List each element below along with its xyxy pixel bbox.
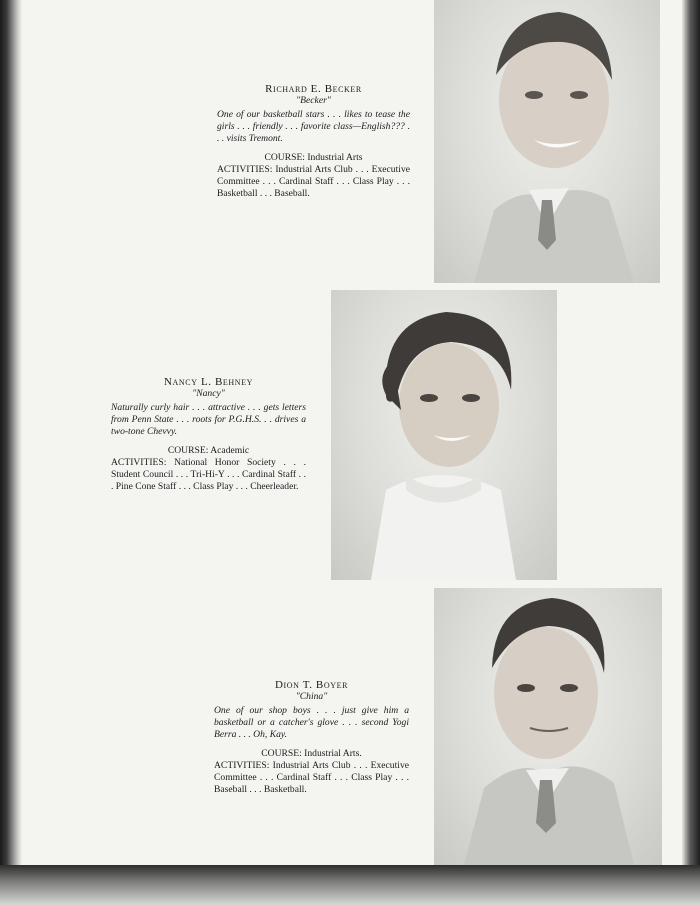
student-nickname: "China" [295,691,328,702]
binding-gutter-shadow [0,0,22,905]
student-bio-becker [217,83,410,200]
student-name: Richard E. Becker [265,83,362,95]
student-name: Nancy L. Behney [163,376,254,388]
student-activities: ACTIVITIES: National Honor Society . . . Student Council . . . Tri-Hi-Y . . . Cardinal Staff . . . Pine Cone Staff . . . Class Play . . . Cheerleader. [111,457,306,492]
portrait-photo-behney [331,290,557,580]
student-description: One of our basketball stars . . . likes to tease the girls . . . friendly . . . favorite class—English??? . . . visits Tremont. [217,109,410,144]
student-description: One of our shop boys . . . just give him a basketball or a catcher's glove . . . second Yogi Berra . . . Oh, Kay. [214,705,409,740]
student-course: COURSE: Academic [167,445,250,456]
student-bio-behney [111,376,306,493]
student-nickname: "Nancy" [192,388,225,399]
student-bio-boyer [214,679,409,796]
student-nickname: "Becker" [296,95,331,106]
portrait-photo-becker [434,0,660,283]
student-name: Dion T. Boyer [274,679,349,691]
student-description: Naturally curly hair . . . attractive . . . gets letters from Penn State . . . roots for P.G.H.S. . . drives a two-tone Chevvy. [111,402,306,437]
student-activities: ACTIVITIES: Industrial Arts Club . . . Executive Committee . . . Cardinal Staff . . . Class Play . . . Baseball . . . Basketball. [214,760,409,795]
student-course: COURSE: Industrial Arts. [261,748,362,759]
page-right-edge [682,0,700,905]
student-course: COURSE: Industrial Arts [264,152,363,163]
portrait-photo-boyer [434,588,662,865]
student-activities: ACTIVITIES: Industrial Arts Club . . . Executive Committee . . . Cardinal Staff . . . Class Play . . . Basketball . . . Baseball. [217,164,410,199]
page-bottom-edge [0,865,700,905]
